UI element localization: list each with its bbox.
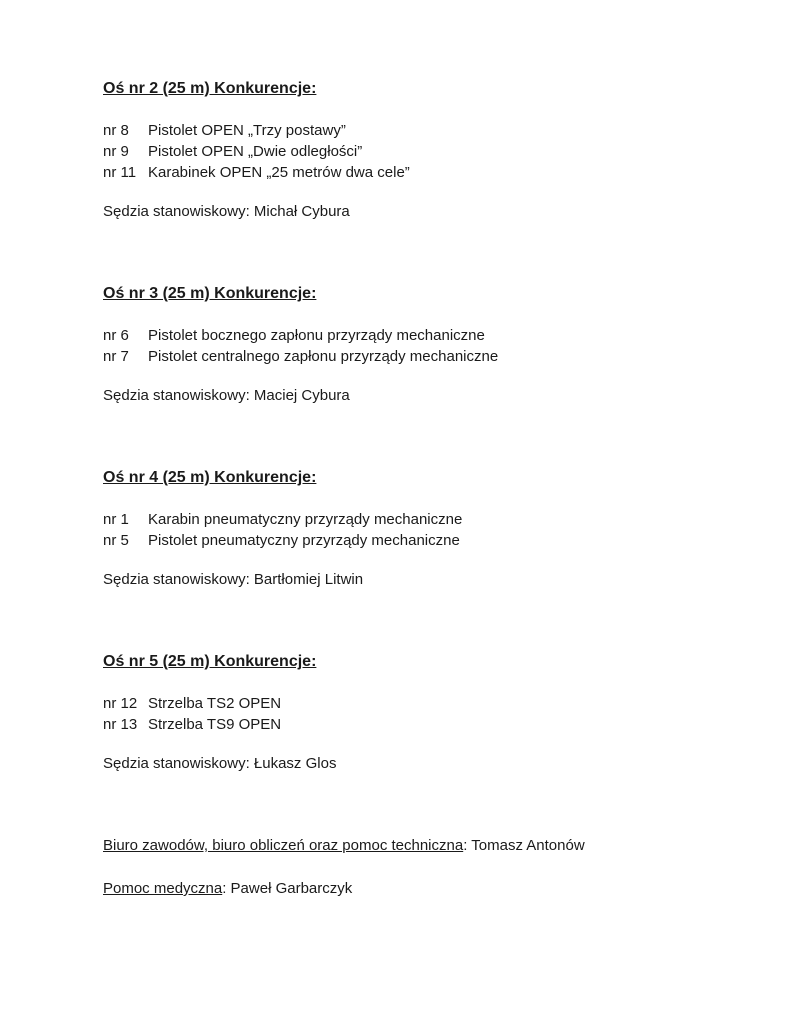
- event-row: [103, 162, 731, 183]
- event-number: nr 5: [103, 532, 129, 549]
- medical-support-value: : Paweł Garbarczyk: [222, 880, 353, 897]
- office-support-value: : Tomasz Antonów: [463, 837, 585, 854]
- event-number: nr 11: [103, 164, 137, 181]
- section-heading: Oś nr 5 (25 m) Konkurencje:: [103, 653, 317, 670]
- event-number: nr 1: [103, 511, 129, 528]
- event-name: Strzelba TS9 OPEN: [148, 716, 282, 733]
- event-name: Pistolet pneumatyczny przyrządy mechaniczne: [148, 532, 460, 549]
- event-number: nr 12: [103, 695, 138, 712]
- section-heading: Oś nr 2 (25 m) Konkurencje:: [103, 80, 317, 97]
- judge-line: Sędzia stanowiskowy: Michał Cybura: [103, 203, 350, 220]
- lane-section-os-4: [103, 467, 731, 590]
- event-name: Karabin pneumatyczny przyrządy mechaniczne: [148, 511, 463, 528]
- event-row: [103, 714, 731, 735]
- event-row: [103, 346, 731, 367]
- office-support-line: [103, 835, 731, 856]
- lane-section-os-5: [103, 651, 731, 774]
- event-name: Pistolet OPEN „Dwie odległości”: [148, 143, 363, 160]
- event-number: nr 13: [103, 716, 138, 733]
- event-row: [103, 325, 731, 346]
- event-row: [103, 530, 731, 551]
- judge-line: Sędzia stanowiskowy: Maciej Cybura: [103, 387, 350, 404]
- section-heading: Oś nr 3 (25 m) Konkurencje:: [103, 285, 317, 302]
- lane-section-os-2: [103, 78, 731, 222]
- event-name: Karabinek OPEN „25 metrów dwa cele”: [148, 164, 410, 181]
- event-row: [103, 693, 731, 714]
- section-heading: Oś nr 4 (25 m) Konkurencje:: [103, 469, 317, 486]
- event-row: [103, 120, 731, 141]
- event-number: nr 8: [103, 122, 129, 139]
- event-number: nr 9: [103, 143, 129, 160]
- footer-assignments: [103, 835, 731, 899]
- office-support-label: Biuro zawodów, biuro obliczeń oraz pomoc techniczna: [103, 837, 464, 854]
- event-number: nr 6: [103, 327, 129, 344]
- medical-support-line: [103, 878, 731, 899]
- event-row: [103, 141, 731, 162]
- event-row: [103, 509, 731, 530]
- event-name: Pistolet OPEN „Trzy postawy”: [148, 122, 346, 139]
- judge-line: Sędzia stanowiskowy: Łukasz Glos: [103, 755, 337, 772]
- medical-support-label: Pomoc medyczna: [103, 880, 223, 897]
- judge-line: Sędzia stanowiskowy: Bartłomiej Litwin: [103, 571, 364, 588]
- event-name: Pistolet bocznego zapłonu przyrządy mechaniczne: [148, 327, 485, 344]
- event-name: Pistolet centralnego zapłonu przyrządy mechaniczne: [148, 348, 499, 365]
- event-name: Strzelba TS2 OPEN: [148, 695, 282, 712]
- event-number: nr 7: [103, 348, 129, 365]
- lane-section-os-3: [103, 283, 731, 406]
